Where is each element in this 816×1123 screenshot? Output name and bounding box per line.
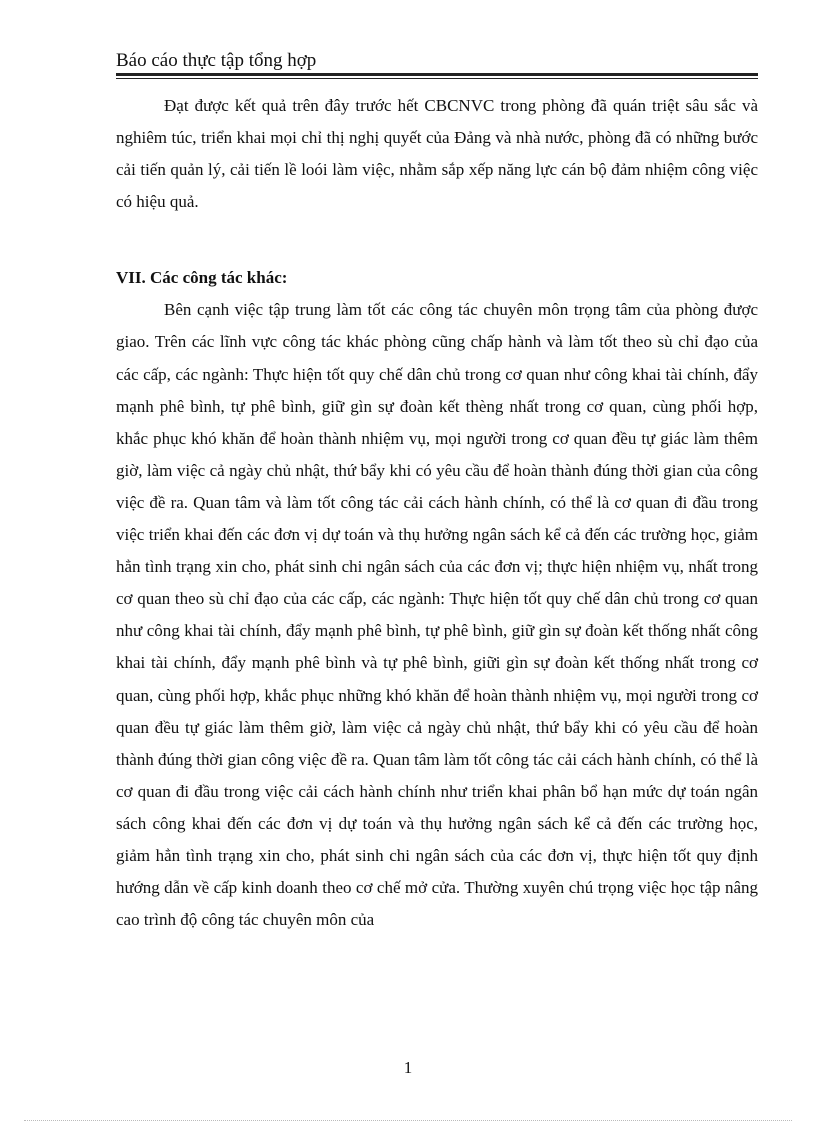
paragraph-1: Đạt được kết quả trên đây trước hết CBCNVC trong phòng đã quán triệt sâu sắc và nghiêm túc, triển khai mọi chỉ thị nghị quyết của Đảng và nhà nước, phòng đã có những bước cải tiến quản lý, cải tiến lề loói làm việc, nhằm sắp xếp năng lực cán bộ đảm nhiệm công việc có hiệu quả.	[116, 96, 758, 212]
paragraph-2: Bên cạnh việc tập trung làm tốt các công tác chuyên môn trọng tâm của phòng được giao. Trên các lĩnh vực công tác khác phòng cũng chấp hành và làm tốt theo sù chỉ đạo của các cấp, các ngành: Thực hiện tốt quy chế dân chủ trong cơ quan như công khai tài chính, đẩy mạnh phê bình, tự phê bình, giữ gìn sự đoàn kết thèng nhất trong cơ quan, cùng phối hợp, khắc phục khó khăn để hoàn thành nhiệm vụ, mọi người trong cơ quan đều tự giác làm thêm giờ, làm việc cả ngày chủ nhật, thứ bẩy khi có yêu cầu để hoàn thành đúng thời gian của công việc đề ra. Quan tâm và làm tốt công tác cải cách hành chính, có thể là cơ quan đi đầu trong việc triển khai đến các đơn vị dự toán và thụ hưởng ngân sách kể cả đến các trường học, giảm hẳn tình trạng xin cho, phát sinh chi ngân sách của các đơn vị; thực hiện nhiệm vụ, nhất trong cơ quan theo sù chỉ đạo của các cấp, các ngành: Thực hiện tốt quy chế dân chủ trong cơ quan như công khai tài chính, đẩy mạnh phê bình, tự phê bình, giữ gìn sự đoàn kết thống nhất công khai tài chính, đẩy mạnh phê bình và tự phê bình, giữi gìn sự đoàn kết thống nhất trong cơ quan, cùng phối hợp, khắc phục những khó khăn để hoàn thành nhiệm vụ, mọi người trong cơ quan đều tự giác làm thêm giờ, làm việc cả ngày chủ nhật, thứ bẩy khi có yêu cầu để hoàn thành đúng thời gian công việc đề ra. Quan tâm làm tốt công tác cải cách hành chính, có thể là cơ quan đi đầu trong việc cải cách hành chính như triển khai phân bổ hạn mức dự toán ngân sách công khai đến các đơn vị dự toán và thụ hưởng ngân sách kể cả đến các trường học, giảm hẳn tình trạng xin cho, phát sinh chi ngân sách của các đơn vị, thực hiện tốt quy định hướng dẫn về cấp kinh doanh theo cơ chế mở cửa. Thường xuyên chú trọng việc học tập nâng cao trình độ công tác chuyên môn của	[116, 300, 758, 930]
header-rule-thick	[116, 73, 758, 76]
page-edge-divider	[24, 1120, 792, 1121]
header-title: Báo cáo thực tập tổng hợp	[116, 50, 317, 71]
page-number: 1	[403, 1058, 413, 1077]
section-heading: VII. Các công tác khác:	[116, 268, 288, 288]
header-rule-thin	[116, 78, 758, 79]
document-body	[116, 90, 758, 936]
page-header	[116, 50, 758, 72]
